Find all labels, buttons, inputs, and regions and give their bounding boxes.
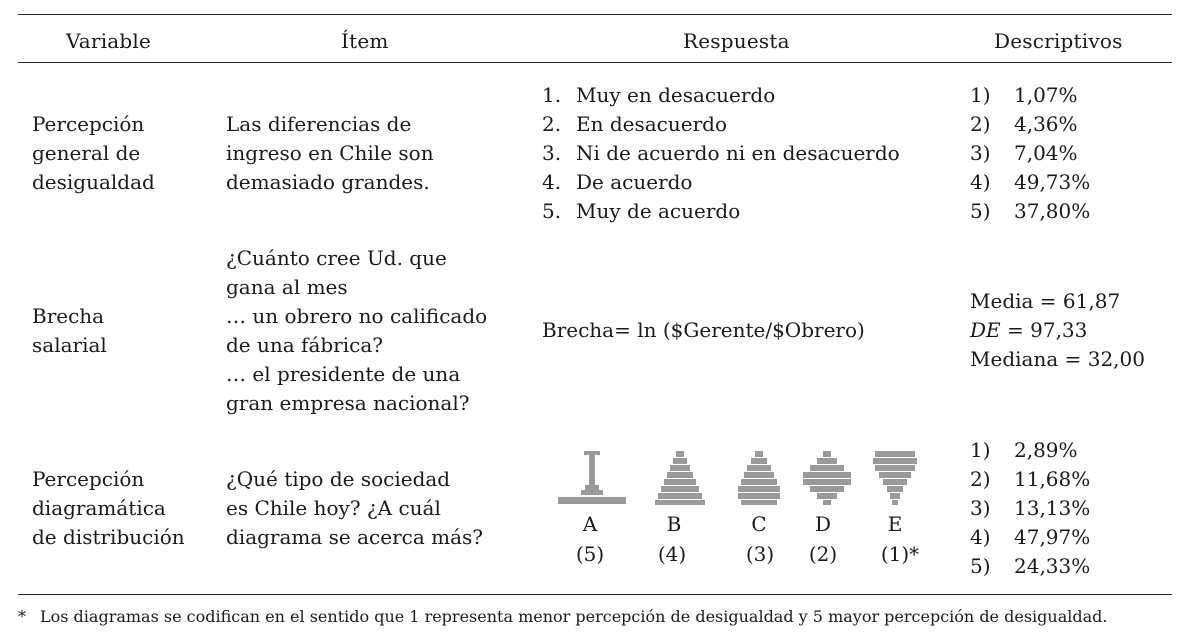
diagram-code: (2) — [808, 542, 838, 566]
table-cell-line: ingreso en Chile son — [226, 141, 434, 165]
diagram-c-icon — [735, 450, 783, 506]
table-cell-line: diagrama se acerca más? — [226, 525, 483, 549]
table-cell-line: demasiado grandes. — [226, 170, 430, 194]
table-cell-line: general de — [32, 141, 141, 165]
table-cell-line: gana al mes — [226, 275, 348, 299]
stat-mediana: Mediana = 32,00 — [970, 347, 1145, 371]
header-respuesta: Respuesta — [683, 29, 790, 53]
table-cell-line: Las diferencias de — [226, 112, 412, 136]
list-item: 5) 37,80% — [970, 199, 1091, 223]
table-header-rule — [18, 62, 1172, 63]
table-cell-line: es Chile hoy? ¿A cuál — [226, 496, 441, 520]
table-cell-line: salarial — [32, 333, 107, 357]
list-item: 5. Muy de acuerdo — [542, 199, 741, 223]
list-item: 1. Muy en desacuerdo — [542, 83, 776, 107]
diagram-a-icon — [556, 450, 628, 506]
diagram-d-icon — [801, 450, 853, 506]
row1-respuesta-list — [542, 81, 900, 226]
footnote-marker: * — [18, 607, 26, 626]
table-cell-line: de una fábrica? — [226, 333, 383, 357]
diagram-code: (3) — [745, 542, 775, 566]
header-item: Ítem — [341, 29, 389, 53]
table-bottom-rule — [18, 594, 1172, 595]
list-item: 3. Ni de acuerdo ni en desacuerdo — [542, 141, 900, 165]
table-cell-line: Percepción — [32, 112, 145, 136]
list-item: 3) 7,04% — [970, 141, 1078, 165]
row3-item — [226, 465, 483, 552]
diagram-letter: E — [887, 512, 903, 536]
table-cell-line: … el presidente de una — [226, 362, 461, 386]
diagram-code: (4) — [657, 542, 687, 566]
diagram-b-icon — [652, 450, 708, 506]
diagram-code: (1)* — [880, 542, 920, 566]
table-cell-line: desigualdad — [32, 170, 155, 194]
list-item: 1) 1,07% — [970, 83, 1078, 107]
row3-descriptivos — [970, 436, 1090, 581]
list-item: 1) 2,89% — [970, 438, 1078, 462]
table-cell-line: gran empresa nacional? — [226, 391, 470, 415]
row1-variable — [32, 110, 155, 197]
row2-descriptivos — [970, 287, 1145, 374]
header-descriptivos: Descriptivos — [994, 29, 1123, 53]
list-item: 3) 13,13% — [970, 496, 1091, 520]
list-item: 2) 4,36% — [970, 112, 1078, 136]
diagram-letter: D — [814, 512, 832, 536]
table-top-rule — [18, 14, 1172, 15]
table-cell-line: … un obrero no calificado — [226, 304, 488, 328]
diagram-letter: C — [751, 512, 767, 536]
row1-item — [226, 110, 434, 197]
list-item: 4. De acuerdo — [542, 170, 693, 194]
list-item: 2. En desacuerdo — [542, 112, 727, 136]
footnote-text: Los diagramas se codifican en el sentido que 1 representa menor percepción de desigualdad y 5 mayor percepción de desigualdad. — [40, 607, 1108, 626]
diagram-code: (5) — [575, 542, 605, 566]
list-item: 5) 24,33% — [970, 554, 1091, 578]
table-cell-line: ¿Qué tipo de sociedad — [226, 467, 451, 491]
footnote — [18, 607, 1107, 626]
row1-descriptivos — [970, 81, 1090, 226]
stat-media: Media = 61,87 — [970, 289, 1121, 313]
table-cell-line: de distribución — [32, 525, 185, 549]
list-item: 2) 11,68% — [970, 467, 1091, 491]
table-cell-line: Brecha — [32, 304, 105, 328]
row3-variable — [32, 465, 185, 552]
stat-de: DE = 97,33 — [970, 318, 1088, 342]
diagram-letter: B — [666, 512, 682, 536]
table-cell-line: diagramática — [32, 496, 166, 520]
list-item: 4) 49,73% — [970, 170, 1091, 194]
row2-respuesta-formula: Brecha= ln ($Gerente/$Obrero) — [542, 318, 865, 342]
diagram-letter: A — [582, 512, 598, 536]
list-item: 4) 47,97% — [970, 525, 1091, 549]
row2-item — [226, 244, 487, 418]
diagram-e-icon — [871, 450, 919, 506]
header-variable: Variable — [66, 29, 152, 53]
table-cell-line: Percepción — [32, 467, 145, 491]
table-cell-line: ¿Cuánto cree Ud. que — [226, 246, 447, 270]
row2-variable — [32, 302, 107, 360]
